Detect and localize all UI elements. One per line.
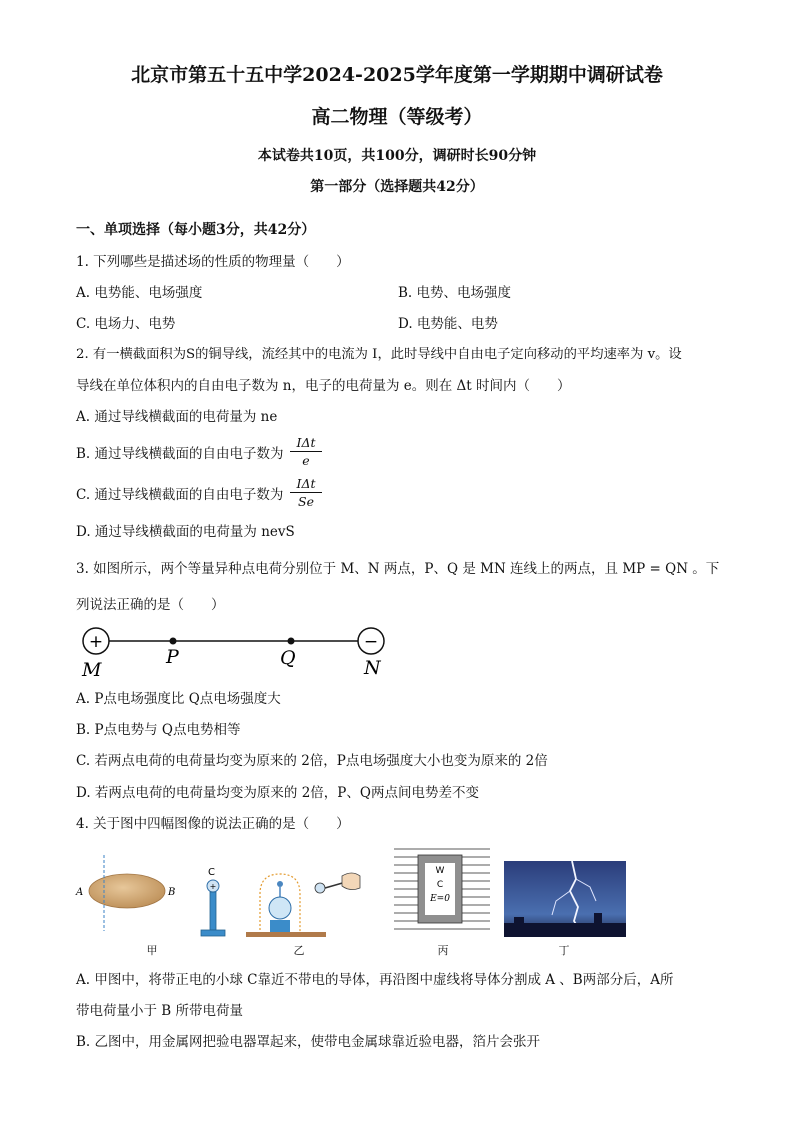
label-q: Q — [280, 647, 296, 669]
label-c: C — [208, 867, 215, 878]
label-e-zero: E=0 — [430, 894, 450, 904]
figure-bing — [392, 845, 492, 937]
q4-option-a-line1: A. 甲图中，将带正电的小球 C靠近不带电的导体，再沿图中虚线将导体分割成 A 、B两部分后，A所 — [76, 972, 674, 988]
section-heading: 一、单项选择（每小题3分，共42分） — [76, 222, 316, 238]
insulating-stand — [210, 892, 216, 930]
figure-electroscope-c — [195, 858, 235, 938]
q4-option-a-line2: 带电荷量小于 B 所带电荷量 — [76, 1003, 244, 1019]
fraction-numerator: IΔt — [290, 434, 322, 452]
q3-option-b: B. P点电势与 Q点电势相等 — [76, 722, 241, 738]
caption-bing: 丙 — [437, 944, 449, 957]
label-m: M — [82, 659, 102, 681]
q2-option-b: B. 通过导线横截面的自由电子数为 — [76, 446, 284, 462]
charged-metal-ball — [315, 883, 325, 893]
figure-ding — [504, 861, 626, 937]
q1-option-d: D. 电势能、电势 — [398, 316, 498, 332]
q3-option-a: A. P点电场强度比 Q点电场强度大 — [76, 691, 281, 707]
table-surface — [246, 932, 326, 937]
figure-yi — [242, 868, 362, 938]
q1-option-b: B. 电势、电场强度 — [398, 285, 512, 301]
electroscope-knob — [277, 881, 283, 887]
q4-stem: 4. 关于图中四幅图像的说法正确的是（ ） — [76, 816, 350, 832]
building — [594, 913, 602, 937]
q3-option-c: C. 若两点电荷的电荷量均变为原来的 2倍，P点电场强度大小也变为原来的 2倍 — [76, 753, 548, 769]
q3-stem-line2: 列说法正确的是（ ） — [76, 597, 225, 613]
fraction-numerator: IΔt — [290, 475, 322, 493]
hand-icon — [342, 873, 360, 890]
label-c-box: C — [436, 880, 444, 890]
fraction-denominator: e — [302, 453, 310, 468]
q2-stem-line1: 2. 有一横截面积为S的铜导线，流经其中的电流为 I，此时导线中自由电子定向移动的平均速率为 v。设 — [76, 347, 682, 362]
q3-option-d: D. 若两点电荷的电荷量均变为原来的 2倍，P、Q两点间电势差不变 — [76, 785, 479, 801]
electroscope-base — [270, 920, 290, 932]
q2-option-c-fraction — [290, 475, 322, 510]
figure-jia — [72, 843, 182, 933]
negative-charge-sign: − — [363, 632, 379, 652]
label-b: B — [168, 887, 176, 898]
q2-option-a: A. 通过导线横截面的电荷量为 ne — [76, 409, 278, 425]
q2-option-d: D. 通过导线横截面的电荷量为 nevS — [76, 524, 295, 540]
exam-info: 本试卷共10页，共100分，调研时长90分钟 — [257, 148, 537, 164]
q1-option-c: C. 电场力、电势 — [76, 316, 176, 332]
part-heading: 第一部分（选择题共42分） — [310, 179, 484, 195]
caption-ding: 丁 — [558, 944, 570, 957]
electroscope-jar — [269, 897, 291, 919]
fraction-denominator: Se — [298, 494, 314, 509]
q2-option-c: C. 通过导线横截面的自由电子数为 — [76, 487, 284, 503]
caption-yi: 乙 — [293, 944, 305, 957]
plus-sign-icon: + — [209, 882, 217, 891]
q1-stem: 1. 下列哪些是描述场的性质的物理量（ ） — [76, 254, 350, 270]
exam-title: 北京市第五十五中学2024-2025学年度第一学期期中调研试卷 — [131, 64, 663, 86]
q3-stem-line1: 3. 如图所示，两个等量异种点电荷分别位于 M、N 两点，P、Q 是 MN 连线上的两点，且 MP = QN 。下 — [76, 561, 720, 577]
building — [514, 917, 524, 937]
label-a: A — [76, 887, 84, 898]
label-w: W — [435, 866, 445, 876]
caption-jia: 甲 — [146, 944, 158, 957]
q4-option-b: B. 乙图中，用金属网把验电器罩起来，使带电金属球靠近验电器，箔片会张开 — [76, 1034, 541, 1050]
label-p: P — [166, 646, 179, 668]
exam-subject: 高二物理（等级考） — [311, 106, 483, 128]
q1-option-a: A. 电势能、电场强度 — [76, 285, 203, 301]
stand-base — [201, 930, 225, 936]
label-n: N — [364, 657, 381, 679]
conductor-ellipse — [89, 874, 165, 908]
positive-charge-sign: + — [88, 632, 104, 652]
point-q — [288, 638, 295, 645]
q2-option-b-fraction — [290, 434, 322, 469]
q2-stem-line2: 导线在单位体积内的自由电子数为 n，电子的电荷量为 e。则在 Δt 时间内（ ） — [76, 378, 571, 394]
q3-charge-figure — [0, 624, 794, 684]
point-p — [170, 638, 177, 645]
